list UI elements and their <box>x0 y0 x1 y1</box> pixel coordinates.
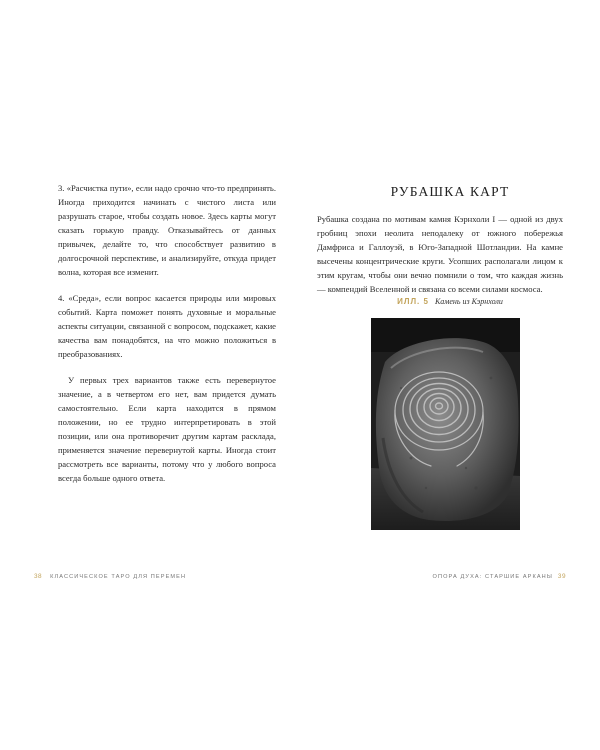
running-title-right: ОПОРА ДУХА: СТАРШИЕ АРКАНЫ <box>432 574 553 580</box>
paragraph-card-back: Рубашка создана по мотивам камня Кэрнхоли I — одной из двух гробниц эпохи неолита неподалеку от южного побережья Дамфриса и Галлоуэй, в Юго-Западной Шотландии. На камне высечены концентрические круги. Усопших располагали лицом к этим кругам, чтобы они вечно помнили о том, что каждая жизнь — компендий Вселенной и связана со всеми силами космоса. <box>317 214 563 294</box>
paragraph-environment: 4. «Среда», если вопрос касается природы или мировых событий. Карта поможет понять духовные и моральные аспекты ситуации, связанной с вопросом, подскажет, какие качества вам понадобятся, на что можно положиться в преобразованиях. <box>58 293 276 359</box>
page-number-right: 39 <box>557 573 566 580</box>
right-footer <box>433 573 566 580</box>
illustration-caption-text: Камень из Кэрнхоли <box>434 297 503 306</box>
right-body-text <box>317 212 563 296</box>
stone-photo <box>371 318 520 530</box>
illustration-label: ИЛЛ. 5 <box>397 297 429 306</box>
carved-stone-image <box>371 318 520 530</box>
left-body-text <box>58 181 276 497</box>
left-footer <box>34 573 186 580</box>
paragraph-clearing-path: 3. «Расчистка пути», если надо срочно что-то предпринять. Иногда приходится начинать с чистого листа или разрушать старое, чтобы создать новое. Здесь карты могут сказать горькую правду. Отказывайтесь от данных привычек, делайте то, что способствует развитию в долгосрочной перспективе, и анализируйте, откуда придет волна, которая все изменит. <box>58 183 276 277</box>
illustration-caption <box>300 297 600 306</box>
page-number-left: 38 <box>34 573 43 580</box>
paragraph-reversed-meaning: У первых трех вариантов также есть перевернутое значение, а в четвертом его нет, вам придется думать самостоятельно. Если карта находится в прямом положении, но ее трудно интерпретировать в этой позиции, или она противоречит другим картам расклада, применяется значение перевернутой карты. Иногда стоит рассмотреть все варианты, потому что у любого вопроса всегда больше одного ответа. <box>58 375 276 483</box>
running-title-left: КЛАССИЧЕСКОЕ ТАРО ДЛЯ ПЕРЕМЕН <box>50 574 187 580</box>
section-heading: РУБАШКА КАРТ <box>390 184 510 199</box>
right-page <box>300 0 600 750</box>
